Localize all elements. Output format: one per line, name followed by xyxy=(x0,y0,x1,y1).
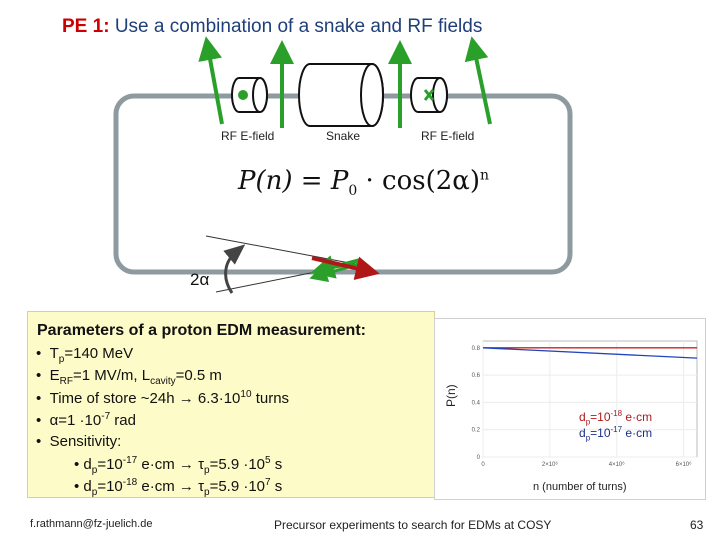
x-tick-label: 4×10⁶ xyxy=(608,462,625,468)
rf-cavity-left xyxy=(232,78,267,112)
polarization-formula xyxy=(238,166,489,199)
footer-email: f.rathmann@fz-juelich.de xyxy=(30,518,153,530)
x-axis-label: n (number of turns) xyxy=(533,481,627,493)
x-tick-label: 2×10⁶ xyxy=(541,462,558,468)
y-tick-label: 0.2 xyxy=(471,427,480,434)
rf-field-left-label: RF E-field xyxy=(221,129,275,143)
rf-cavity-right xyxy=(411,78,447,112)
formula-mid: · cos(2α) xyxy=(357,166,481,196)
parameters-panel xyxy=(27,311,435,498)
polarization-plot-panel xyxy=(434,318,706,500)
parameters-title: Parameters of a proton EDM measurement: xyxy=(37,322,366,339)
snake-magnet xyxy=(299,64,383,126)
formula-sup: n xyxy=(480,167,490,184)
spin-arrow-4 xyxy=(474,48,490,124)
param-store-time: • Time of store ~24h → $6.3\cdot 10^{10}$ turns xyxy=(36,389,290,407)
x-tick-label: 6×10⁶ xyxy=(675,462,692,468)
snake-label: Snake xyxy=(326,129,361,143)
annotation-blue-series: $d_p=10^{-17}$ e·cm xyxy=(579,425,653,443)
formula-lhs: P(n) = P xyxy=(238,166,349,196)
annotation-red-series: $d_p=10^{-18}$ e·cm xyxy=(579,409,653,427)
angle-label: 2α xyxy=(190,270,210,289)
slide-title-text: Use a combination of a snake and RF fields xyxy=(114,16,483,37)
param-proton-energy: • $T_p=140$ MeV xyxy=(36,345,134,365)
param-sensitivity-1e17: • $d_p=10^{-17}$ $e\cdot cm \to \tau_p=5.9 \cdot 10^5$ s xyxy=(74,455,283,476)
footer-title: Precursor experiments to search for EDMs at COSY xyxy=(274,518,552,532)
polarization-plot xyxy=(435,319,705,499)
y-tick-label: 0.6 xyxy=(471,373,480,380)
slide-title-tag: PE 1: xyxy=(62,16,110,37)
param-sensitivity: • Sensitivity: xyxy=(36,433,122,450)
y-tick-label: 0.4 xyxy=(471,400,480,407)
param-sensitivity-1e18: • $d_p=10^{-18}$ $e\cdot cm \to \tau_p=5.9 \cdot 10^7$ s xyxy=(74,477,283,498)
param-alpha: • $\alpha=1 \cdot 10^{-7}$ rad xyxy=(36,411,136,429)
formula-sub: 0 xyxy=(348,183,358,200)
page-number: 63 xyxy=(690,518,704,532)
y-tick-label: 0 xyxy=(476,455,480,461)
y-axis-label: P(n) xyxy=(444,384,458,407)
rf-field-right-label: RF E-field xyxy=(421,129,475,143)
y-tick-label: 0.8 xyxy=(471,345,480,352)
param-rf-field: • $E_{RF}=1$ MV/m, $L_{cavity}=0.5$ m xyxy=(36,367,222,387)
spin-arrow-1 xyxy=(208,48,222,124)
x-tick-label: 0 xyxy=(481,462,485,468)
